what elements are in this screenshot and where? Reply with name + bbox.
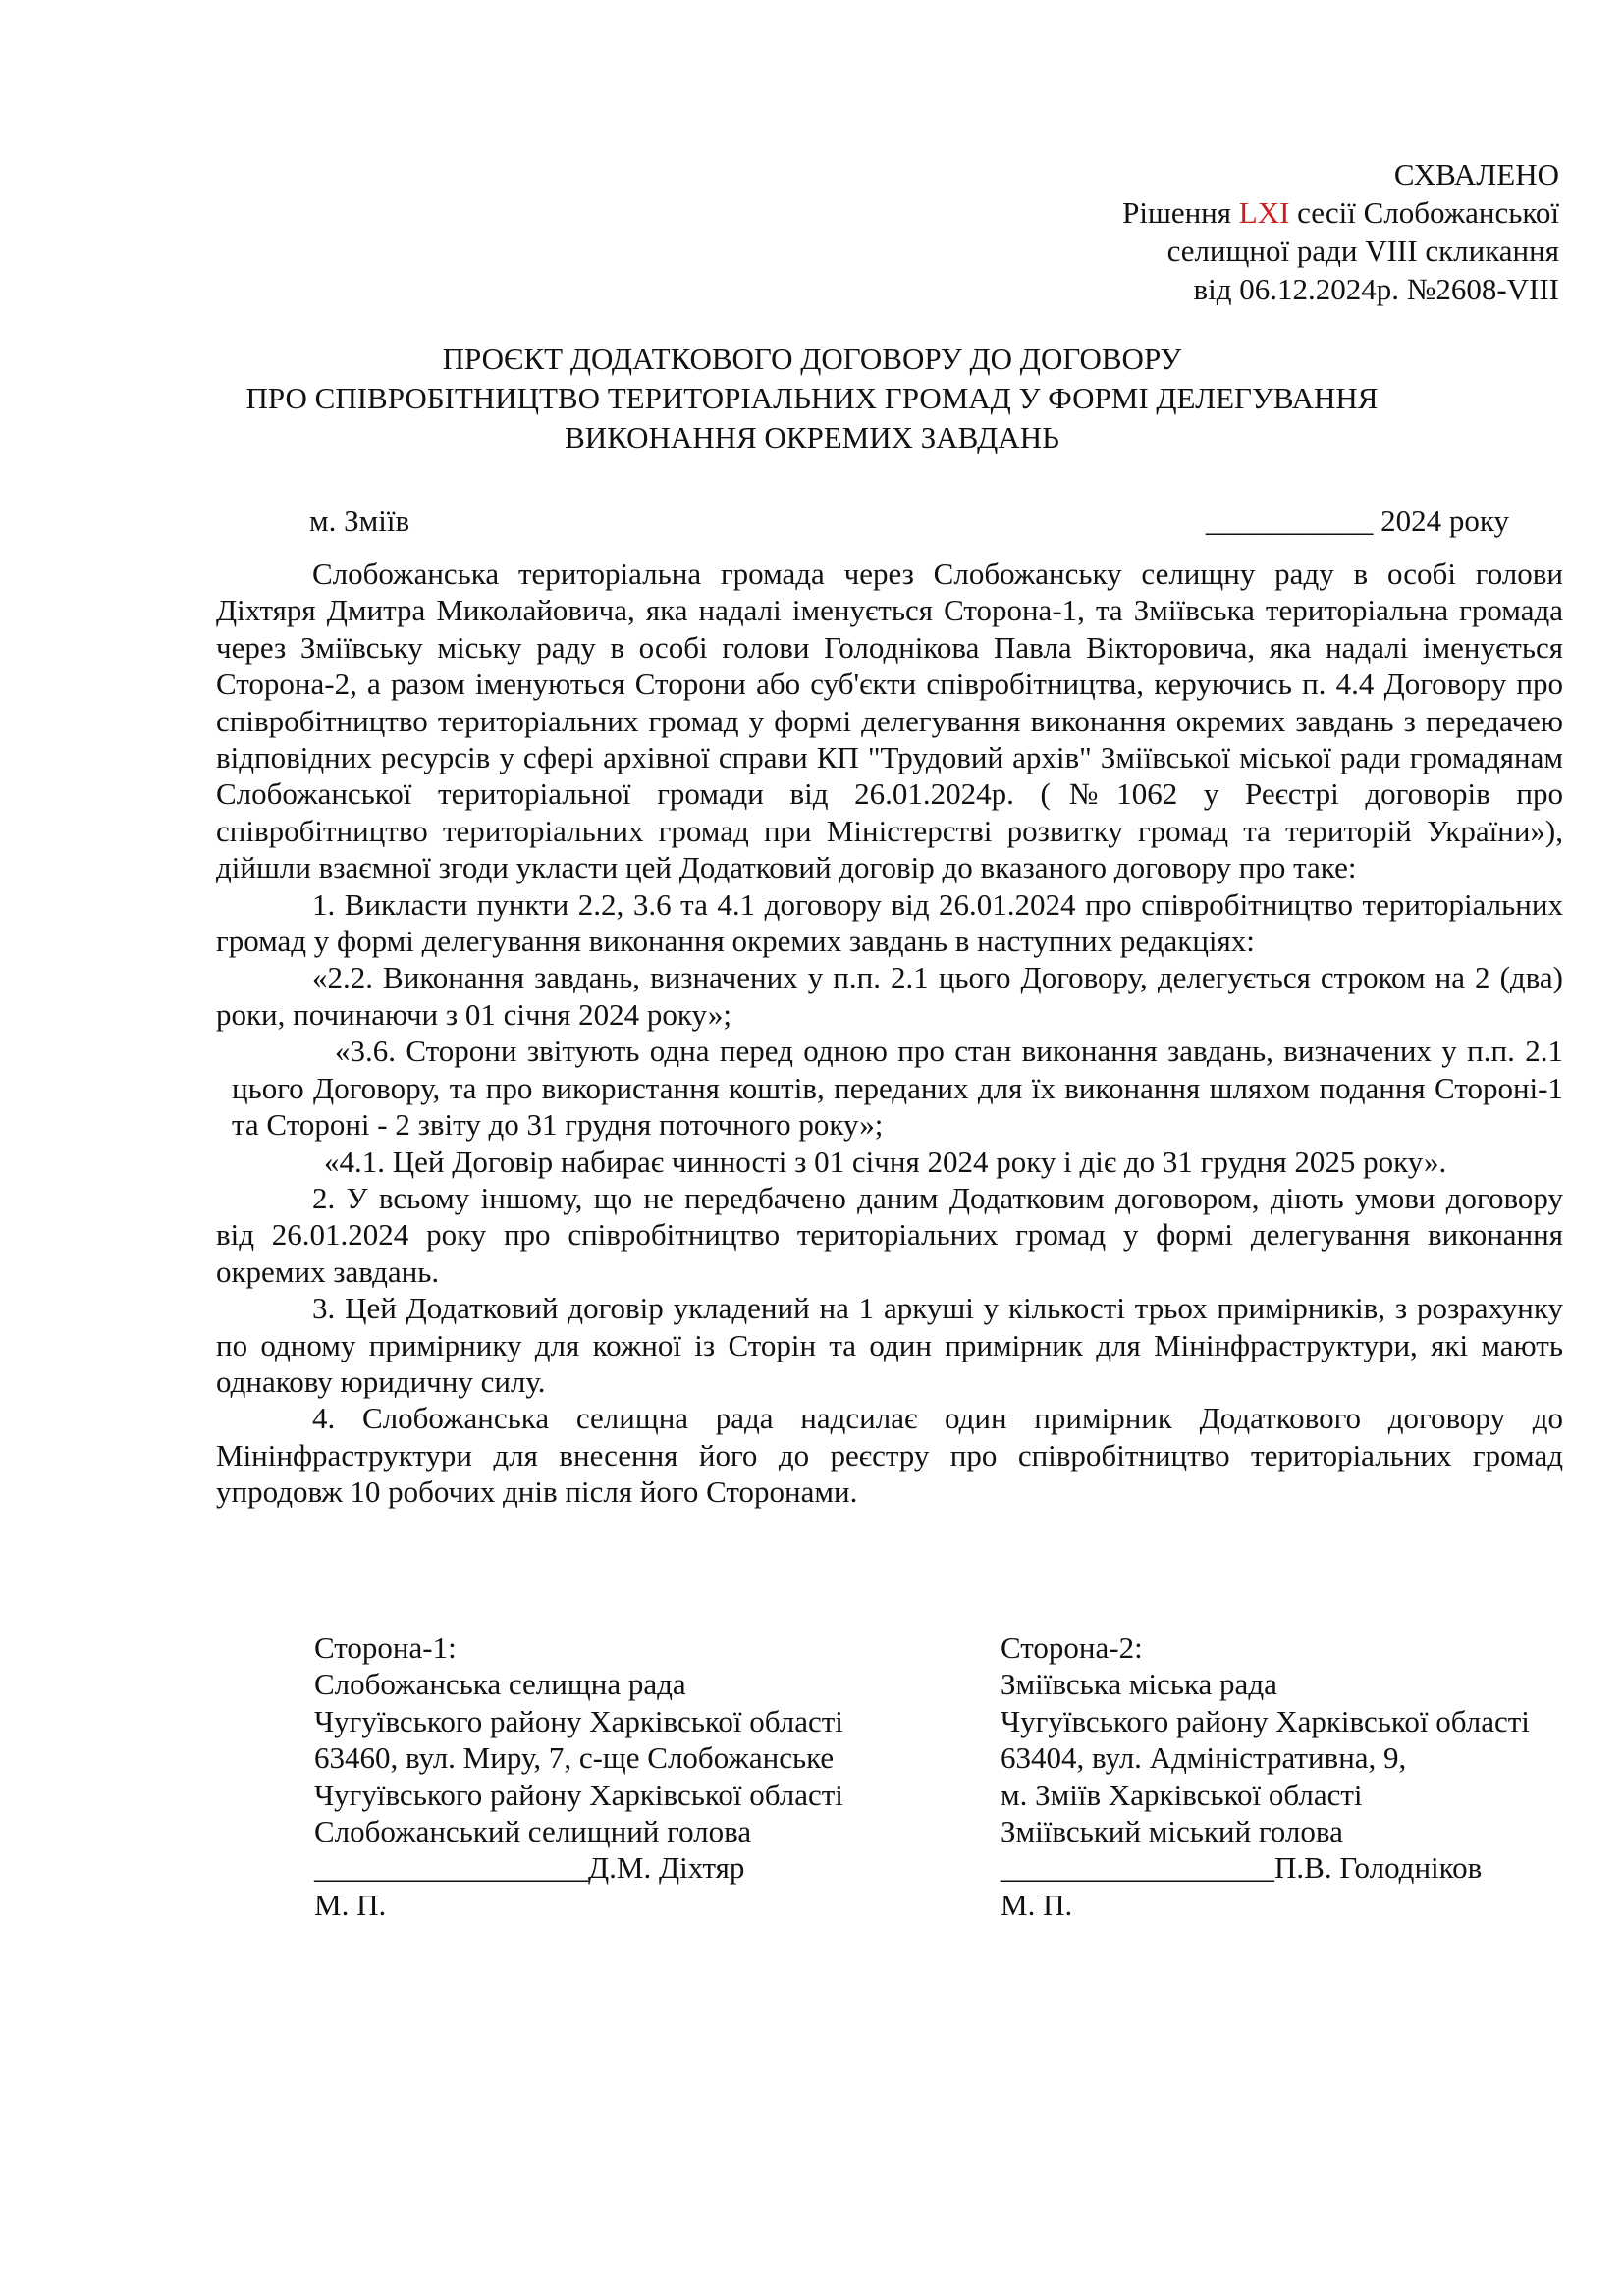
party-1-address: 63460, вул. Миру, 7, с-ще Слобожанське bbox=[314, 1740, 835, 1776]
document-body bbox=[216, 556, 1563, 1511]
party-2-stamp: М. П. bbox=[1001, 1887, 1073, 1922]
city: м. Зміїв bbox=[309, 504, 410, 538]
party-2-address: 63404, вул. Адміністративна, 9, bbox=[1001, 1740, 1407, 1776]
session-number: LXI bbox=[1238, 195, 1290, 230]
contract-date: ___________ 2024 року bbox=[1205, 504, 1509, 538]
party-2-district: Чугуївського району Харківської області bbox=[1001, 1703, 1530, 1738]
item-4: 4. Слобожанська селищна рада надсилає один примірник Додаткового договору до Мінінфраструктури для внесення його до реєстру про співробітництво територіальних громад упродовж 10 робочих днів після його Сторонами. bbox=[216, 1401, 1563, 1510]
quote-3-6: «3.6. Сторони звітують одна перед одною про стан виконання завдань, визначених у п.п. 2.1 цього Договору, та про використання коштів, переданих для їх виконання шляхом подання Стороні-1 та Стороні - 2 звіту до 31 грудня поточного року»; bbox=[232, 1034, 1563, 1143]
party-1-heading: Сторона-1: bbox=[314, 1630, 457, 1665]
title-line-2: ПРО СПІВРОБІТНИЦТВО ТЕРИТОРІАЛЬНИХ ГРОМАД У ФОРМІ ДЕЛЕГУВАННЯ bbox=[245, 381, 1379, 415]
party-1-name: Слобожанська селищна рада bbox=[314, 1667, 686, 1702]
quote-4-1: «4.1. Цей Договір набирає чинності з 01 січня 2024 року і діє до 31 грудня 2025 року». bbox=[324, 1144, 1447, 1179]
approval-label: СХВАЛЕНО bbox=[1393, 157, 1559, 191]
decision-prefix: Рішення bbox=[1122, 195, 1239, 230]
title-line-3: ВИКОНАННЯ ОКРЕМИХ ЗАВДАНЬ bbox=[565, 420, 1059, 454]
party-2-signature: __________________П.В. Голодніков bbox=[1001, 1850, 1483, 1886]
decision-suffix: сесії Слобожанської bbox=[1289, 195, 1559, 230]
item-3: 3. Цей Додатковий договір укладений на 1 аркуші у кількості трьох примірників, з розрахунку по одному примірнику для кожної із Сторін та один примірник для Мінінфраструктури, які мають однакову юридичну силу. bbox=[216, 1291, 1563, 1399]
approval-council: селищної ради VIII скликання bbox=[1166, 234, 1559, 268]
party-1-block bbox=[314, 1629, 843, 1923]
party-1-stamp: М. П. bbox=[314, 1887, 387, 1922]
approval-decision bbox=[1122, 193, 1559, 232]
intro-paragraph: Слобожанська територіальна громада через Слобожанську селищну раду в особі голови Діхтяря Дмитра Миколайовича, яка надалі іменується Сторона-1, та Зміївська територіальна громада через Зміївську міську раду в особі голови Голоднікова Павла Вікторовича, яка надалі іменується Сторона-2, а разом іменуються Сторони або суб'єкти співробітництва, керуючись п. 4.4 Договору про співробітництво територіальних громад у формі делегування виконання окремих завдань з передачею відповідних ресурсів у сфері архівної справи КП "Трудовий архів" Зміївської міської ради громадянам Слобожанської територіальної громади від 26.01.2024р. (№1062 у Реєстрі договорів про співробітництво територіальних громад при Міністерстві розвитку громад та територій України»), дійшли взаємної згоди укласти цей Додатковий договір до вказаного договору про таке: bbox=[216, 557, 1563, 885]
party-2-name: Зміївська міська рада bbox=[1001, 1667, 1277, 1702]
quote-2-2: «2.2. Виконання завдань, визначених у п.п. 2.1 цього Договору, делегується строком на 2 (два) роки, починаючи з 01 січня 2024 року»; bbox=[216, 960, 1563, 1032]
party-2-heading: Сторона-2: bbox=[1001, 1630, 1143, 1665]
party-1-position: Слобожанський селищний голова bbox=[314, 1814, 752, 1849]
party-1-signature: __________________Д.М. Діхтяр bbox=[314, 1850, 745, 1886]
party-2-block bbox=[1001, 1629, 1530, 1923]
approval-block bbox=[1122, 155, 1559, 308]
item-1: 1. Викласти пункти 2.2, 3.6 та 4.1 договору від 26.01.2024 про співробітництво територіальних громад у формі делегування виконання окремих завдань в наступних редакціях: bbox=[216, 886, 1563, 959]
item-2: 2. У всьому іншому, що не передбачено даним Додатковим договором, діють умови договору від 26.01.2024 року про співробітництво територіальних громад у формі делегування виконання окремих завдань. bbox=[216, 1180, 1563, 1289]
approval-date: від 06.12.2024р. №2608-VIII bbox=[1193, 272, 1559, 306]
place-date-line bbox=[309, 502, 1509, 541]
party-2-position: Зміївський міський голова bbox=[1001, 1814, 1343, 1849]
title-line-1: ПРОЄКТ ДОДАТКОВОГО ДОГОВОРУ ДО ДОГОВОРУ bbox=[442, 342, 1182, 376]
party-1-address-2: Чугуївського району Харківської області bbox=[314, 1777, 843, 1812]
document-title bbox=[0, 340, 1624, 457]
party-2-address-2: м. Зміїв Харківської області bbox=[1001, 1777, 1363, 1812]
party-1-district: Чугуївського району Харківської області bbox=[314, 1703, 843, 1738]
